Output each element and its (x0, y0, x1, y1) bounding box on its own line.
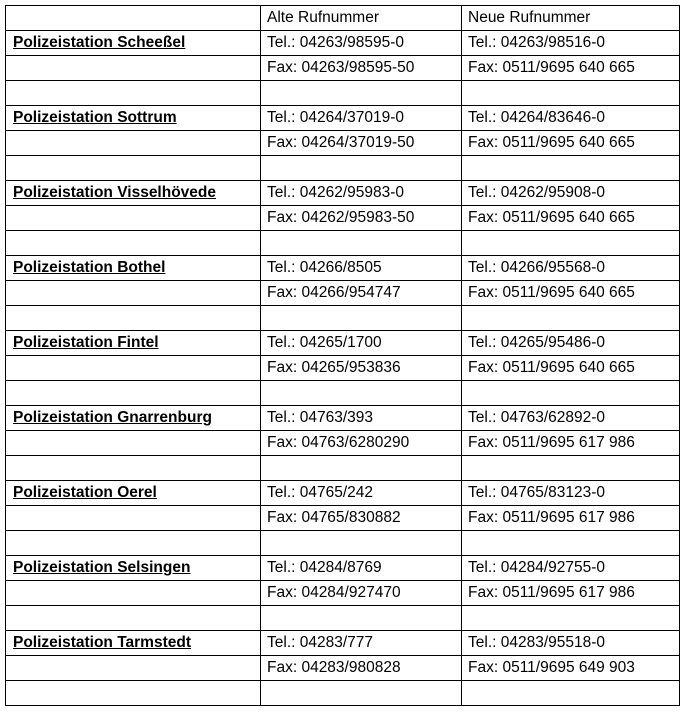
phone-number-table (5, 5, 680, 706)
empty-cell (6, 281, 261, 306)
empty-cell (6, 656, 261, 681)
empty-cell (6, 131, 261, 156)
header-old-number: Alte Rufnummer (261, 6, 462, 31)
station-fax-row (6, 56, 680, 81)
station-fax-row (6, 356, 680, 381)
empty-cell (6, 606, 261, 631)
old-tel: Tel.: 04263/98595-0 (261, 31, 462, 56)
empty-cell (261, 456, 462, 481)
station-tel-row (6, 406, 680, 431)
new-tel: Tel.: 04263/98516-0 (462, 31, 680, 56)
new-fax: Fax: 0511/9695 640 665 (462, 356, 680, 381)
old-fax: Fax: 04283/980828 (261, 656, 462, 681)
empty-cell (462, 381, 680, 406)
station-name: Polizeistation Selsingen (6, 556, 261, 581)
empty-cell (6, 456, 261, 481)
old-tel: Tel.: 04763/393 (261, 406, 462, 431)
station-fax-row (6, 506, 680, 531)
spacer-row (6, 306, 680, 331)
empty-cell (6, 56, 261, 81)
old-tel: Tel.: 04262/95983-0 (261, 181, 462, 206)
station-tel-row (6, 181, 680, 206)
new-tel: Tel.: 04264/83646-0 (462, 106, 680, 131)
empty-cell (6, 206, 261, 231)
old-fax: Fax: 04266/954747 (261, 281, 462, 306)
old-fax: Fax: 04265/953836 (261, 356, 462, 381)
old-tel: Tel.: 04283/777 (261, 631, 462, 656)
empty-cell (6, 531, 261, 556)
old-tel: Tel.: 04266/8505 (261, 256, 462, 281)
empty-cell (6, 506, 261, 531)
empty-cell (462, 156, 680, 181)
station-fax-row (6, 656, 680, 681)
new-fax: Fax: 0511/9695 617 986 (462, 506, 680, 531)
old-fax: Fax: 04284/927470 (261, 581, 462, 606)
spacer-row (6, 531, 680, 556)
empty-cell (6, 381, 261, 406)
new-fax: Fax: 0511/9695 640 665 (462, 56, 680, 81)
old-fax: Fax: 04264/37019-50 (261, 131, 462, 156)
old-tel: Tel.: 04284/8769 (261, 556, 462, 581)
station-fax-row (6, 281, 680, 306)
header-row (6, 6, 680, 31)
station-fax-row (6, 206, 680, 231)
spacer-row (6, 81, 680, 106)
new-tel: Tel.: 04262/95908-0 (462, 181, 680, 206)
new-tel: Tel.: 04284/92755-0 (462, 556, 680, 581)
empty-cell (261, 156, 462, 181)
spacer-row (6, 606, 680, 631)
empty-cell (6, 431, 261, 456)
new-tel: Tel.: 04765/83123-0 (462, 481, 680, 506)
spacer-row (6, 381, 680, 406)
station-name: Polizeistation Gnarrenburg (6, 406, 261, 431)
empty-cell (462, 606, 680, 631)
header-new-number: Neue Rufnummer (462, 6, 680, 31)
empty-cell (261, 81, 462, 106)
empty-cell (462, 306, 680, 331)
empty-cell (462, 681, 680, 706)
empty-cell (261, 681, 462, 706)
old-fax: Fax: 04765/830882 (261, 506, 462, 531)
empty-cell (6, 681, 261, 706)
station-tel-row (6, 481, 680, 506)
station-name: Polizeistation Sottrum (6, 106, 261, 131)
station-tel-row (6, 106, 680, 131)
station-tel-row (6, 331, 680, 356)
empty-cell (261, 531, 462, 556)
old-tel: Tel.: 04265/1700 (261, 331, 462, 356)
empty-cell (261, 306, 462, 331)
new-fax: Fax: 0511/9695 649 903 (462, 656, 680, 681)
empty-cell (6, 156, 261, 181)
station-tel-row (6, 31, 680, 56)
station-name: Polizeistation Oerel (6, 481, 261, 506)
new-fax: Fax: 0511/9695 617 986 (462, 581, 680, 606)
spacer-row (6, 156, 680, 181)
station-fax-row (6, 131, 680, 156)
station-name: Polizeistation Fintel (6, 331, 261, 356)
empty-cell (462, 81, 680, 106)
station-name: Polizeistation Visselhövede (6, 181, 261, 206)
station-tel-row (6, 556, 680, 581)
empty-cell (261, 381, 462, 406)
station-fax-row (6, 581, 680, 606)
empty-cell (462, 456, 680, 481)
header-station (6, 6, 261, 31)
new-fax: Fax: 0511/9695 640 665 (462, 281, 680, 306)
new-tel: Tel.: 04266/95568-0 (462, 256, 680, 281)
new-tel: Tel.: 04763/62892-0 (462, 406, 680, 431)
station-tel-row (6, 256, 680, 281)
old-fax: Fax: 04763/6280290 (261, 431, 462, 456)
old-tel: Tel.: 04264/37019-0 (261, 106, 462, 131)
station-name: Polizeistation Bothel (6, 256, 261, 281)
empty-cell (6, 81, 261, 106)
empty-cell (462, 231, 680, 256)
new-fax: Fax: 0511/9695 640 665 (462, 131, 680, 156)
station-fax-row (6, 431, 680, 456)
old-fax: Fax: 04262/95983-50 (261, 206, 462, 231)
old-tel: Tel.: 04765/242 (261, 481, 462, 506)
empty-cell (6, 581, 261, 606)
new-tel: Tel.: 04265/95486-0 (462, 331, 680, 356)
empty-cell (261, 231, 462, 256)
empty-cell (261, 606, 462, 631)
new-fax: Fax: 0511/9695 617 986 (462, 431, 680, 456)
empty-cell (462, 531, 680, 556)
new-tel: Tel.: 04283/95518-0 (462, 631, 680, 656)
station-name: Polizeistation Tarmstedt (6, 631, 261, 656)
new-fax: Fax: 0511/9695 640 665 (462, 206, 680, 231)
empty-cell (6, 231, 261, 256)
empty-cell (6, 306, 261, 331)
spacer-row (6, 231, 680, 256)
station-name: Polizeistation Scheeßel (6, 31, 261, 56)
old-fax: Fax: 04263/98595-50 (261, 56, 462, 81)
spacer-row (6, 681, 680, 706)
station-tel-row (6, 631, 680, 656)
spacer-row (6, 456, 680, 481)
empty-cell (6, 356, 261, 381)
